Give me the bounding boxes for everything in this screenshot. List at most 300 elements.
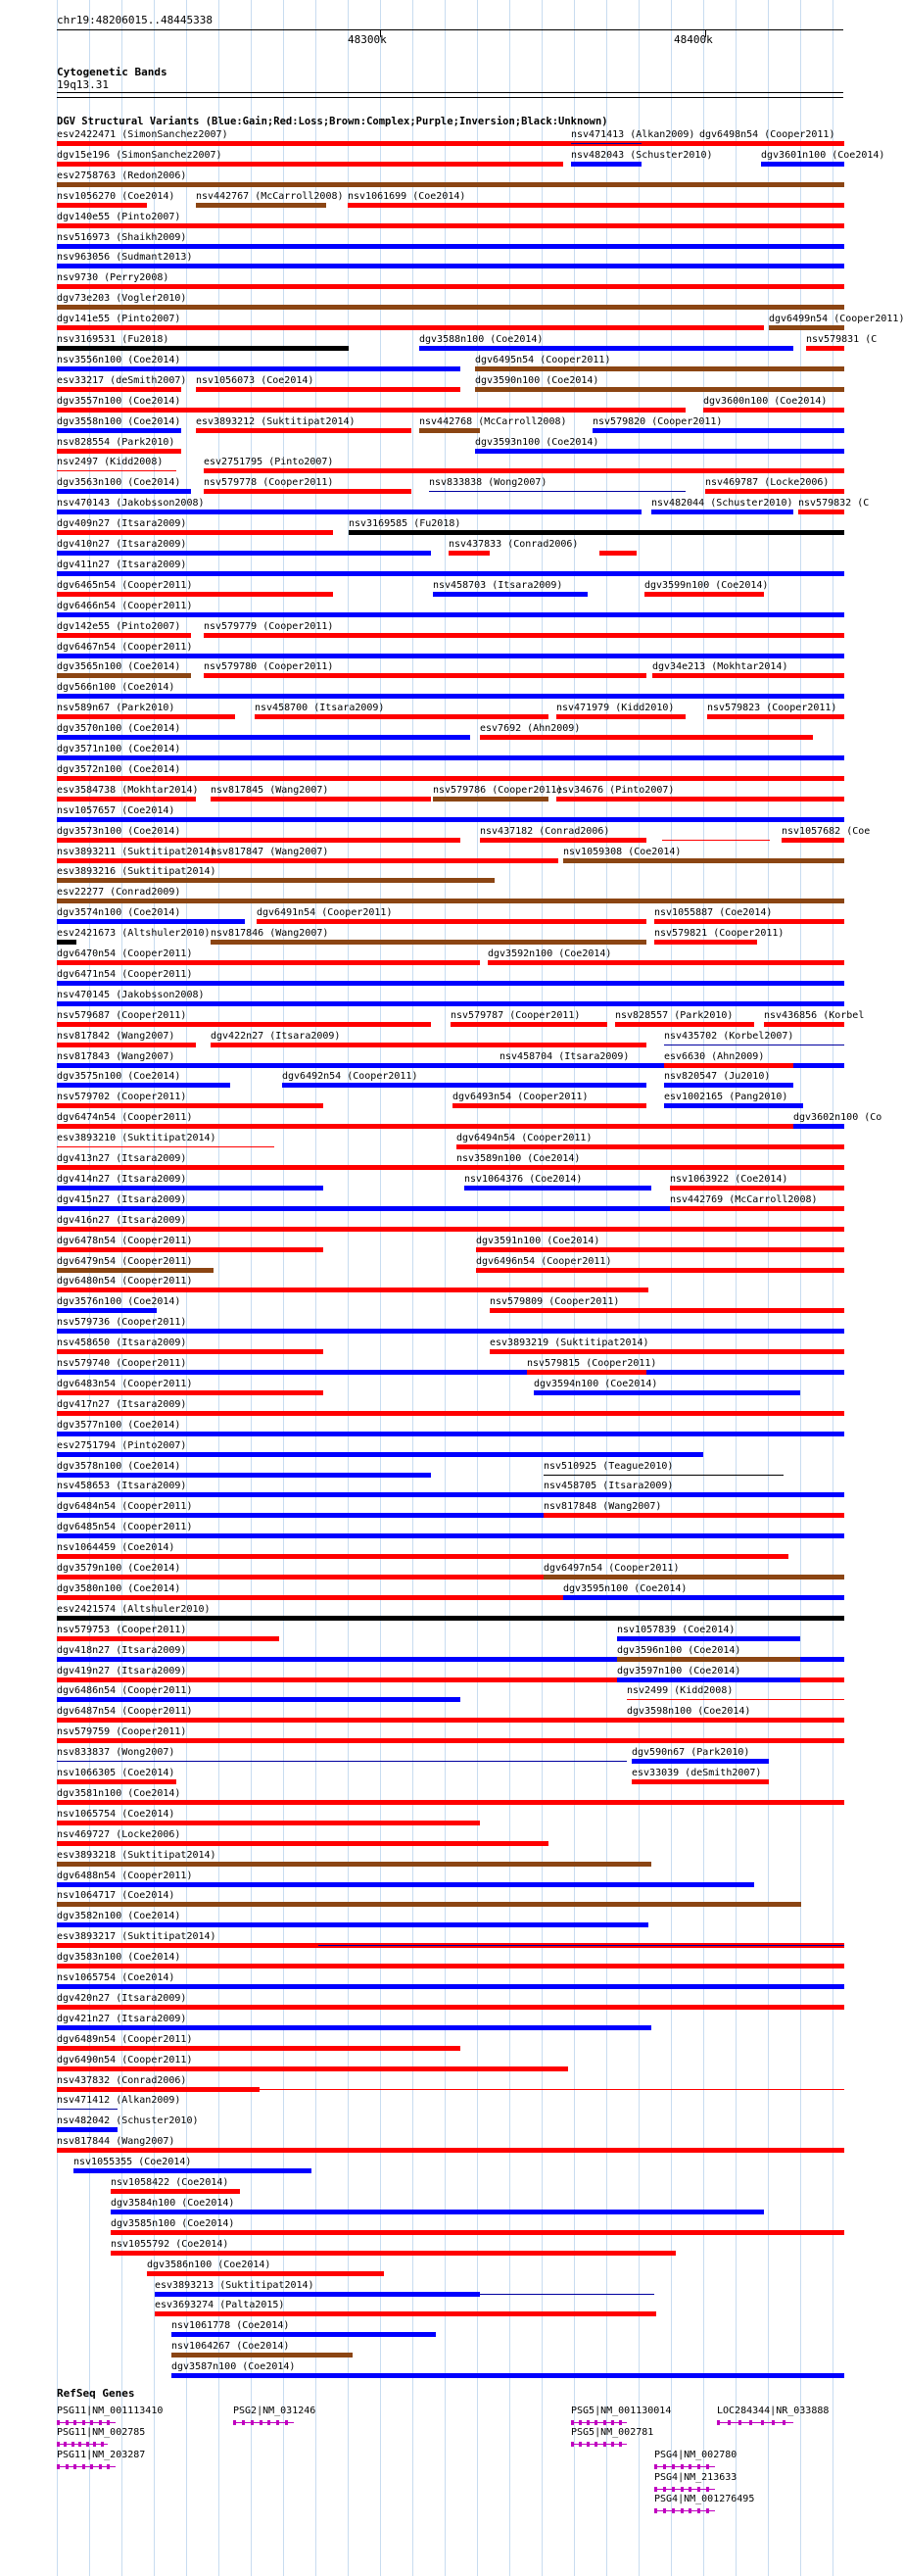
sv-label[interactable]: dgv6499n54 (Cooper2011) xyxy=(769,314,904,325)
sv-label[interactable]: dgv421n27 (Itsara2009) xyxy=(57,2013,187,2024)
sv-label[interactable]: nsv1057839 (Coe2014) xyxy=(617,1624,736,1635)
sv-feature-bar[interactable] xyxy=(57,838,460,843)
sv-label[interactable]: esv33039 (deSmith2007) xyxy=(632,1768,762,1778)
sv-feature-bar[interactable] xyxy=(57,428,181,433)
sv-feature-bar[interactable] xyxy=(111,2230,844,2235)
sv-label[interactable]: nsv458650 (Itsara2009) xyxy=(57,1337,187,1349)
sv-label[interactable]: dgv411n27 (Itsara2009) xyxy=(57,559,187,570)
sv-label[interactable]: nsv3169531 (Fu2018) xyxy=(57,334,169,345)
sv-label[interactable]: dgv3600n100 (Coe2014) xyxy=(703,395,828,407)
sv-feature-bar[interactable] xyxy=(57,571,844,576)
gene-label[interactable]: LOC284344|NR_033888 xyxy=(717,2406,830,2416)
sv-label[interactable]: nsv471413 (Alkan2009) xyxy=(571,129,695,140)
sv-label[interactable]: esv3893218 (Suktitipat2014) xyxy=(57,1849,216,1861)
sv-feature-bar[interactable] xyxy=(57,1800,844,1805)
sv-label[interactable]: nsv833838 (Wong2007) xyxy=(429,477,547,489)
sv-feature-bar[interactable] xyxy=(57,858,211,863)
sv-label[interactable]: nsv482043 (Schuster2010) xyxy=(571,149,713,161)
sv-label[interactable]: dgv3571n100 (Coe2014) xyxy=(57,744,181,754)
sv-label[interactable]: nsv817848 (Wang2007) xyxy=(544,1501,662,1513)
sv-feature-bar[interactable] xyxy=(57,1452,703,1457)
sv-feature-bar[interactable] xyxy=(57,797,196,802)
sv-label[interactable]: nsv458703 (Itsara2009) xyxy=(433,579,563,591)
gene-label[interactable]: PSG5|NM_001130014 xyxy=(571,2406,672,2416)
sv-label[interactable]: dgv6483n54 (Cooper2011) xyxy=(57,1378,193,1389)
sv-label[interactable]: dgv566n100 (Coe2014) xyxy=(57,682,175,694)
sv-feature-bar[interactable] xyxy=(57,1821,480,1825)
sv-feature-bar[interactable] xyxy=(57,735,470,740)
sv-label[interactable]: dgv410n27 (Itsara2009) xyxy=(57,539,187,550)
sv-feature-bar[interactable] xyxy=(57,878,495,883)
sv-feature-bar[interactable] xyxy=(57,1227,844,1232)
sv-label[interactable]: nsv579823 (Cooper2011) xyxy=(707,703,837,714)
sv-label[interactable]: nsv458653 (Itsara2009) xyxy=(57,1481,187,1492)
sv-label[interactable]: nsv579831 (C xyxy=(806,334,878,345)
sv-feature-bar[interactable] xyxy=(475,366,844,371)
sv-feature-bar[interactable] xyxy=(57,1043,196,1047)
sv-label[interactable]: nsv579809 (Cooper2011) xyxy=(490,1296,620,1308)
sv-feature-bar[interactable] xyxy=(664,1083,793,1088)
sv-label[interactable]: nsv458700 (Itsara2009) xyxy=(255,703,385,714)
sv-label[interactable]: dgv6485n54 (Cooper2011) xyxy=(57,1522,193,1533)
sv-feature-bar[interactable] xyxy=(632,1759,769,1764)
sv-label[interactable]: dgv3596n100 (Coe2014) xyxy=(617,1644,741,1656)
sv-label[interactable]: nsv471979 (Kidd2010) xyxy=(556,703,675,714)
sv-label[interactable]: dgv6494n54 (Cooper2011) xyxy=(456,1133,593,1144)
sv-label[interactable]: dgv3563n100 (Coe2014) xyxy=(57,477,181,489)
sv-feature-bar[interactable] xyxy=(204,633,844,638)
sv-feature-line[interactable] xyxy=(429,491,686,492)
gene-label[interactable]: PSG11|NM_002785 xyxy=(57,2427,146,2438)
sv-label[interactable]: nsv579753 (Cooper2011) xyxy=(57,1624,187,1635)
sv-label[interactable]: dgv3557n100 (Coe2014) xyxy=(57,395,181,407)
sv-feature-bar[interactable] xyxy=(464,1186,651,1191)
sv-label[interactable]: dgv3579n100 (Coe2014) xyxy=(57,1563,181,1574)
sv-label[interactable]: esv2758763 (Redon2006) xyxy=(57,170,187,181)
sv-label[interactable]: dgv418n27 (Itsara2009) xyxy=(57,1644,187,1656)
sv-feature-bar[interactable] xyxy=(476,1268,844,1273)
sv-feature-bar[interactable] xyxy=(57,1247,323,1252)
sv-feature-bar[interactable] xyxy=(57,1001,844,1006)
sv-label[interactable]: nsv579815 (Cooper2011) xyxy=(527,1358,657,1369)
sv-feature-bar[interactable] xyxy=(57,981,844,986)
sv-feature-bar[interactable] xyxy=(593,428,844,433)
sv-label[interactable]: nsv437832 (Conrad2006) xyxy=(57,2074,187,2086)
sv-label[interactable]: nsv2497 (Kidd2008) xyxy=(57,457,164,468)
sv-feature-bar[interactable] xyxy=(488,960,844,965)
sv-feature-bar[interactable] xyxy=(196,428,411,433)
sv-feature-bar[interactable] xyxy=(57,223,844,228)
sv-label[interactable]: nsv828557 (Park2010) xyxy=(615,1009,734,1021)
sv-label[interactable]: nsv1055792 (Coe2014) xyxy=(111,2238,229,2250)
sv-feature-bar[interactable] xyxy=(57,1124,844,1129)
sv-feature-bar[interactable] xyxy=(782,838,844,843)
sv-feature-bar[interactable] xyxy=(57,1554,788,1559)
sv-feature-bar[interactable] xyxy=(419,428,480,433)
sv-label[interactable]: nsv817847 (Wang2007) xyxy=(211,846,329,857)
sv-feature-bar[interactable] xyxy=(57,694,844,699)
sv-label[interactable]: dgv3583n100 (Coe2014) xyxy=(57,1952,181,1964)
sv-label[interactable]: dgv3580n100 (Coe2014) xyxy=(57,1582,181,1594)
sv-feature-bar[interactable] xyxy=(57,449,181,454)
sv-label[interactable]: dgv414n27 (Itsara2009) xyxy=(57,1173,187,1185)
sv-label[interactable]: dgv419n27 (Itsara2009) xyxy=(57,1665,187,1677)
sv-label[interactable]: esv2421574 (Altshuler2010) xyxy=(57,1603,211,1615)
sv-feature-bar[interactable] xyxy=(57,1984,844,1989)
sv-label[interactable]: dgv6497n54 (Cooper2011) xyxy=(544,1563,680,1574)
sv-label[interactable]: nsv579780 (Cooper2011) xyxy=(204,661,334,673)
sv-label[interactable]: esv6630 (Ahn2009) xyxy=(664,1050,765,1062)
sv-feature-bar[interactable] xyxy=(57,1697,460,1702)
sv-feature-bar[interactable] xyxy=(670,1186,844,1191)
sv-label[interactable]: nsv469727 (Locke2006) xyxy=(57,1828,181,1840)
sv-label[interactable]: dgv6467n54 (Cooper2011) xyxy=(57,641,193,653)
sv-label[interactable]: nsv458705 (Itsara2009) xyxy=(544,1481,674,1492)
sv-label[interactable]: nsv516973 (Shaikh2009) xyxy=(57,231,187,243)
sv-label[interactable]: nsv435702 (Korbel2007) xyxy=(664,1030,794,1042)
sv-feature-bar[interactable] xyxy=(204,673,646,678)
sv-label[interactable]: dgv6487n54 (Cooper2011) xyxy=(57,1706,193,1718)
sv-feature-bar[interactable] xyxy=(57,2025,651,2030)
sv-label[interactable]: nsv579820 (Cooper2011) xyxy=(593,415,723,427)
sv-label[interactable]: dgv3586n100 (Coe2014) xyxy=(147,2259,271,2270)
sv-feature-bar[interactable] xyxy=(57,1841,548,1846)
sv-label[interactable]: dgv409n27 (Itsara2009) xyxy=(57,518,187,530)
sv-label[interactable]: esv3693274 (Palta2015) xyxy=(155,2300,285,2311)
gene-label[interactable]: PSG11|NM_203287 xyxy=(57,2450,146,2460)
sv-feature-bar[interactable] xyxy=(171,2373,844,2378)
sv-feature-bar[interactable] xyxy=(705,489,844,494)
gene-label[interactable]: PSG4|NM_002780 xyxy=(654,2450,737,2460)
sv-feature-bar[interactable] xyxy=(57,1616,844,1621)
sv-label[interactable]: esv3893213 (Suktitipat2014) xyxy=(155,2279,314,2291)
sv-label[interactable]: nsv817843 (Wang2007) xyxy=(57,1050,175,1062)
sv-feature-bar[interactable] xyxy=(57,551,431,556)
sv-feature-bar[interactable] xyxy=(670,1206,844,1211)
sv-feature-bar[interactable] xyxy=(544,1575,844,1580)
sv-label[interactable]: dgv6486n54 (Cooper2011) xyxy=(57,1685,193,1697)
sv-label[interactable]: dgv6478n54 (Cooper2011) xyxy=(57,1235,193,1246)
gene-label[interactable]: PSG2|NM_031246 xyxy=(233,2406,316,2416)
sv-label[interactable]: nsv1065754 (Coe2014) xyxy=(57,1972,175,1983)
sv-feature-line[interactable] xyxy=(318,1945,844,1946)
sv-label[interactable]: nsv1063922 (Coe2014) xyxy=(670,1173,788,1185)
sv-feature-line[interactable] xyxy=(571,143,642,144)
sv-label[interactable]: dgv3575n100 (Coe2014) xyxy=(57,1071,181,1083)
sv-feature-bar[interactable] xyxy=(57,2046,460,2051)
sv-feature-bar[interactable] xyxy=(57,1738,844,1743)
sv-label[interactable]: nsv3169585 (Fu2018) xyxy=(349,518,461,530)
sv-label[interactable]: dgv6491n54 (Cooper2011) xyxy=(257,907,393,919)
sv-feature-bar[interactable] xyxy=(57,654,844,658)
sv-label[interactable]: dgv3593n100 (Coe2014) xyxy=(475,436,599,448)
sv-feature-bar[interactable] xyxy=(563,1595,844,1600)
sv-label[interactable]: nsv3589n100 (Coe2014) xyxy=(456,1153,581,1164)
sv-label[interactable]: nsv817842 (Wang2007) xyxy=(57,1030,175,1042)
gene-label[interactable]: PSG4|NM_001276495 xyxy=(654,2494,755,2504)
sv-feature-bar[interactable] xyxy=(57,1432,844,1436)
sv-feature-bar[interactable] xyxy=(348,203,844,208)
sv-feature-bar[interactable] xyxy=(556,714,686,719)
sv-label[interactable]: nsv470143 (Jakobsson2008) xyxy=(57,498,205,510)
gene-label[interactable]: PSG5|NM_002781 xyxy=(571,2427,654,2438)
sv-label[interactable]: nsv1056073 (Coe2014) xyxy=(196,374,314,386)
sv-label[interactable]: dgv3591n100 (Coe2014) xyxy=(476,1235,600,1246)
sv-label[interactable]: nsv470145 (Jakobsson2008) xyxy=(57,989,205,1000)
sv-feature-bar[interactable] xyxy=(204,489,411,494)
sv-label[interactable]: nsv3893211 (Suktitipat2014) xyxy=(57,846,216,857)
sv-feature-bar[interactable] xyxy=(632,1779,769,1784)
sv-feature-bar[interactable] xyxy=(57,325,764,330)
sv-label[interactable]: dgv3594n100 (Coe2014) xyxy=(534,1378,658,1389)
sv-feature-bar[interactable] xyxy=(57,264,844,268)
sv-feature-bar[interactable] xyxy=(57,673,191,678)
sv-feature-bar[interactable] xyxy=(57,1022,431,1027)
sv-label[interactable]: nsv1056270 (Coe2014) xyxy=(57,190,175,202)
sv-feature-bar[interactable] xyxy=(617,1657,800,1662)
sv-feature-bar[interactable] xyxy=(196,387,460,392)
sv-label[interactable]: dgv3587n100 (Coe2014) xyxy=(171,2361,296,2373)
sv-label[interactable]: nsv579740 (Cooper2011) xyxy=(57,1358,187,1369)
sv-feature-bar[interactable] xyxy=(798,510,844,514)
sv-feature-bar[interactable] xyxy=(769,325,844,330)
sv-label[interactable]: nsv437182 (Conrad2006) xyxy=(480,825,610,837)
sv-label[interactable]: nsv442767 (McCarroll2008) xyxy=(196,190,344,202)
sv-label[interactable]: nsv1059308 (Coe2014) xyxy=(563,846,682,857)
sv-label[interactable]: dgv6489n54 (Cooper2011) xyxy=(57,2033,193,2045)
sv-feature-bar[interactable] xyxy=(644,592,764,597)
sv-feature-bar[interactable] xyxy=(764,1022,844,1027)
sv-feature-bar[interactable] xyxy=(476,1247,844,1252)
sv-feature-bar[interactable] xyxy=(57,1329,844,1334)
sv-label[interactable]: esv2421673 (Altshuler2010) xyxy=(57,928,211,940)
sv-feature-bar[interactable] xyxy=(57,899,844,903)
sv-label[interactable]: nsv833837 (Wong2007) xyxy=(57,1747,175,1759)
sv-label[interactable]: nsv579778 (Cooper2011) xyxy=(204,477,334,489)
sv-label[interactable]: esv2422471 (SimonSanchez2007) xyxy=(57,129,228,140)
sv-label[interactable]: dgv3565n100 (Coe2014) xyxy=(57,661,181,673)
sv-feature-bar[interactable] xyxy=(627,1718,844,1723)
sv-feature-bar[interactable] xyxy=(599,551,637,556)
sv-label[interactable]: dgv6495n54 (Cooper2011) xyxy=(475,354,611,365)
sv-feature-bar[interactable] xyxy=(617,1636,800,1641)
sv-feature-bar[interactable] xyxy=(57,2005,844,2010)
sv-feature-bar[interactable] xyxy=(57,530,333,535)
sv-feature-bar[interactable] xyxy=(456,1165,793,1170)
sv-feature-bar[interactable] xyxy=(449,551,490,556)
sv-label[interactable]: nsv510925 (Teague2010) xyxy=(544,1460,674,1472)
sv-label[interactable]: esv3893212 (Suktitipat2014) xyxy=(196,415,356,427)
sv-feature-bar[interactable] xyxy=(57,1103,323,1108)
sv-feature-bar[interactable] xyxy=(57,817,844,822)
sv-label[interactable]: nsv589n67 (Park2010) xyxy=(57,703,175,714)
sv-feature-bar[interactable] xyxy=(57,182,844,187)
sv-feature-bar[interactable] xyxy=(57,408,686,413)
sv-label[interactable]: nsv1055355 (Coe2014) xyxy=(73,2157,192,2168)
sv-feature-bar[interactable] xyxy=(255,714,548,719)
sv-feature-bar[interactable] xyxy=(211,858,558,863)
sv-feature-bar[interactable] xyxy=(57,346,349,351)
sv-feature-bar[interactable] xyxy=(654,919,844,924)
sv-feature-bar[interactable] xyxy=(57,1288,648,1292)
sv-feature-line[interactable] xyxy=(57,1761,627,1762)
sv-feature-bar[interactable] xyxy=(147,2271,384,2276)
sv-label[interactable]: dgv3592n100 (Coe2014) xyxy=(488,948,612,959)
sv-feature-bar[interactable] xyxy=(57,1964,844,1968)
sv-label[interactable]: dgv6470n54 (Cooper2011) xyxy=(57,948,193,959)
sv-feature-bar[interactable] xyxy=(57,387,181,392)
sv-feature-line[interactable] xyxy=(627,1699,844,1700)
sv-label[interactable]: dgv3582n100 (Coe2014) xyxy=(57,1911,181,1922)
sv-feature-bar[interactable] xyxy=(57,203,147,208)
sv-feature-bar[interactable] xyxy=(211,940,646,945)
sv-label[interactable]: dgv6496n54 (Cooper2011) xyxy=(476,1255,612,1267)
sv-label[interactable]: dgv142e55 (Pinto2007) xyxy=(57,620,181,632)
sv-label[interactable]: dgv3599n100 (Coe2014) xyxy=(644,579,769,591)
sv-feature-bar[interactable] xyxy=(615,1022,754,1027)
sv-label[interactable]: esv1002165 (Pang2010) xyxy=(664,1092,788,1103)
sv-feature-bar[interactable] xyxy=(57,1779,176,1784)
sv-feature-bar[interactable] xyxy=(57,1902,801,1907)
sv-feature-bar[interactable] xyxy=(111,2210,764,2214)
sv-feature-bar[interactable] xyxy=(57,489,191,494)
sv-feature-bar[interactable] xyxy=(57,244,844,249)
sv-label[interactable]: nsv1064267 (Coe2014) xyxy=(171,2341,290,2353)
sv-label[interactable]: nsv469787 (Locke2006) xyxy=(705,477,830,489)
sv-feature-bar[interactable] xyxy=(57,162,563,167)
sv-label[interactable]: nsv2499 (Kidd2008) xyxy=(627,1685,734,1697)
sv-feature-bar[interactable] xyxy=(617,1677,800,1682)
sv-feature-bar[interactable] xyxy=(57,2148,844,2153)
sv-feature-bar[interactable] xyxy=(480,735,813,740)
sv-feature-bar[interactable] xyxy=(452,1103,646,1108)
sv-feature-bar[interactable] xyxy=(57,1411,844,1416)
sv-feature-bar[interactable] xyxy=(571,162,642,167)
sv-feature-bar[interactable] xyxy=(57,284,844,289)
sv-label[interactable]: esv3584738 (Mokhtar2014) xyxy=(57,784,199,796)
sv-feature-bar[interactable] xyxy=(57,1268,214,1273)
sv-label[interactable]: esv3893210 (Suktitipat2014) xyxy=(57,1133,216,1144)
sv-feature-bar[interactable] xyxy=(57,612,844,617)
sv-feature-bar[interactable] xyxy=(211,797,431,802)
sv-label[interactable]: dgv6474n54 (Cooper2011) xyxy=(57,1112,193,1124)
sv-label[interactable]: dgv6479n54 (Cooper2011) xyxy=(57,1255,193,1267)
sv-feature-bar[interactable] xyxy=(664,1063,793,1068)
sv-feature-bar[interactable] xyxy=(699,141,844,146)
sv-label[interactable]: esv3893216 (Suktitipat2014) xyxy=(57,866,216,878)
sv-feature-bar[interactable] xyxy=(57,960,480,965)
sv-feature-bar[interactable] xyxy=(111,2251,676,2256)
sv-label[interactable]: dgv422n27 (Itsara2009) xyxy=(211,1030,341,1042)
sv-label[interactable]: nsv579821 (Cooper2011) xyxy=(654,928,785,940)
sv-feature-bar[interactable] xyxy=(500,1063,646,1068)
sv-label[interactable]: dgv415n27 (Itsara2009) xyxy=(57,1193,187,1205)
sv-label[interactable]: dgv3595n100 (Coe2014) xyxy=(563,1582,688,1594)
sv-feature-bar[interactable] xyxy=(73,2168,311,2173)
sv-label[interactable]: nsv1061778 (Coe2014) xyxy=(171,2320,290,2332)
sv-label[interactable]: dgv590n67 (Park2010) xyxy=(632,1747,750,1759)
sv-feature-bar[interactable] xyxy=(57,1533,844,1538)
sv-label[interactable]: dgv3577n100 (Coe2014) xyxy=(57,1419,181,1431)
sv-label[interactable]: nsv579779 (Cooper2011) xyxy=(204,620,334,632)
sv-label[interactable]: dgv6492n54 (Cooper2011) xyxy=(282,1071,418,1083)
sv-label[interactable]: nsv579687 (Cooper2011) xyxy=(57,1009,187,1021)
sv-label[interactable]: nsv579787 (Cooper2011) xyxy=(451,1009,581,1021)
sv-label[interactable]: dgv3601n100 (Coe2014) xyxy=(761,149,885,161)
sv-label[interactable]: dgv140e55 (Pinto2007) xyxy=(57,211,181,222)
sv-feature-bar[interactable] xyxy=(57,1473,431,1478)
sv-feature-bar[interactable] xyxy=(204,468,844,473)
sv-label[interactable]: nsv1064459 (Coe2014) xyxy=(57,1542,175,1554)
sv-feature-bar[interactable] xyxy=(654,940,757,945)
sv-label[interactable]: nsv442769 (McCarroll2008) xyxy=(670,1193,818,1205)
sv-feature-bar[interactable] xyxy=(761,162,844,167)
sv-feature-bar[interactable] xyxy=(556,797,844,802)
sv-label[interactable]: esv33217 (deSmith2007) xyxy=(57,374,187,386)
sv-label[interactable]: dgv417n27 (Itsara2009) xyxy=(57,1398,187,1410)
sv-feature-bar[interactable] xyxy=(651,510,793,514)
sv-feature-bar[interactable] xyxy=(57,305,844,310)
sv-label[interactable]: nsv1066305 (Coe2014) xyxy=(57,1768,175,1778)
sv-label[interactable]: dgv6493n54 (Cooper2011) xyxy=(452,1092,589,1103)
sv-feature-bar[interactable] xyxy=(57,366,460,371)
sv-feature-bar[interactable] xyxy=(57,1862,651,1867)
sv-feature-line[interactable] xyxy=(662,840,770,841)
sv-label[interactable]: dgv3588n100 (Coe2014) xyxy=(419,334,544,345)
sv-feature-bar[interactable] xyxy=(490,1308,844,1313)
sv-label[interactable]: dgv6490n54 (Cooper2011) xyxy=(57,2054,193,2066)
sv-label[interactable]: esv7692 (Ahn2009) xyxy=(480,723,581,735)
sv-feature-bar[interactable] xyxy=(57,1922,648,1927)
sv-feature-bar[interactable] xyxy=(155,2311,656,2316)
sv-label[interactable]: nsv3556n100 (Coe2014) xyxy=(57,354,181,365)
sv-feature-bar[interactable] xyxy=(527,1370,646,1375)
sv-feature-bar[interactable] xyxy=(57,1186,323,1191)
sv-label[interactable]: dgv3597n100 (Coe2014) xyxy=(617,1665,741,1677)
sv-feature-bar[interactable] xyxy=(806,346,844,351)
sv-feature-bar[interactable] xyxy=(433,592,588,597)
sv-label[interactable]: dgv3558n100 (Coe2014) xyxy=(57,415,181,427)
sv-feature-bar[interactable] xyxy=(57,919,245,924)
sv-label[interactable]: nsv482044 (Schuster2010) xyxy=(651,498,793,510)
sv-label[interactable]: nsv458704 (Itsara2009) xyxy=(500,1050,630,1062)
sv-label[interactable]: nsv1057682 (Coe xyxy=(782,825,871,837)
sv-feature-line[interactable] xyxy=(544,1475,784,1476)
sv-label[interactable]: dgv3598n100 (Coe2014) xyxy=(627,1706,751,1718)
sv-feature-bar[interactable] xyxy=(707,714,844,719)
sv-label[interactable]: nsv828554 (Park2010) xyxy=(57,436,175,448)
sv-feature-bar[interactable] xyxy=(703,408,844,413)
sv-label[interactable]: nsv1055887 (Coe2014) xyxy=(654,907,773,919)
sv-label[interactable]: dgv416n27 (Itsara2009) xyxy=(57,1214,187,1226)
sv-feature-bar[interactable] xyxy=(433,797,548,802)
sv-label[interactable]: nsv436856 (Korbel xyxy=(764,1009,865,1021)
sv-label[interactable]: nsv817845 (Wang2007) xyxy=(211,784,329,796)
sv-label[interactable]: dgv141e55 (Pinto2007) xyxy=(57,314,181,325)
sv-label[interactable]: dgv6471n54 (Cooper2011) xyxy=(57,968,193,980)
sv-label[interactable]: dgv3602n100 (Co xyxy=(793,1112,882,1124)
sv-label[interactable]: dgv6488n54 (Cooper2011) xyxy=(57,1870,193,1881)
sv-feature-bar[interactable] xyxy=(793,1124,844,1129)
sv-feature-bar[interactable] xyxy=(475,387,844,392)
sv-feature-bar[interactable] xyxy=(57,2127,118,2132)
sv-feature-bar[interactable] xyxy=(456,1144,844,1149)
sv-label[interactable]: nsv1057657 (Coe2014) xyxy=(57,804,175,816)
sv-feature-bar[interactable] xyxy=(57,1308,157,1313)
sv-label[interactable]: dgv6466n54 (Cooper2011) xyxy=(57,600,193,611)
sv-feature-bar[interactable] xyxy=(534,1390,800,1395)
sv-feature-line[interactable] xyxy=(57,470,176,471)
